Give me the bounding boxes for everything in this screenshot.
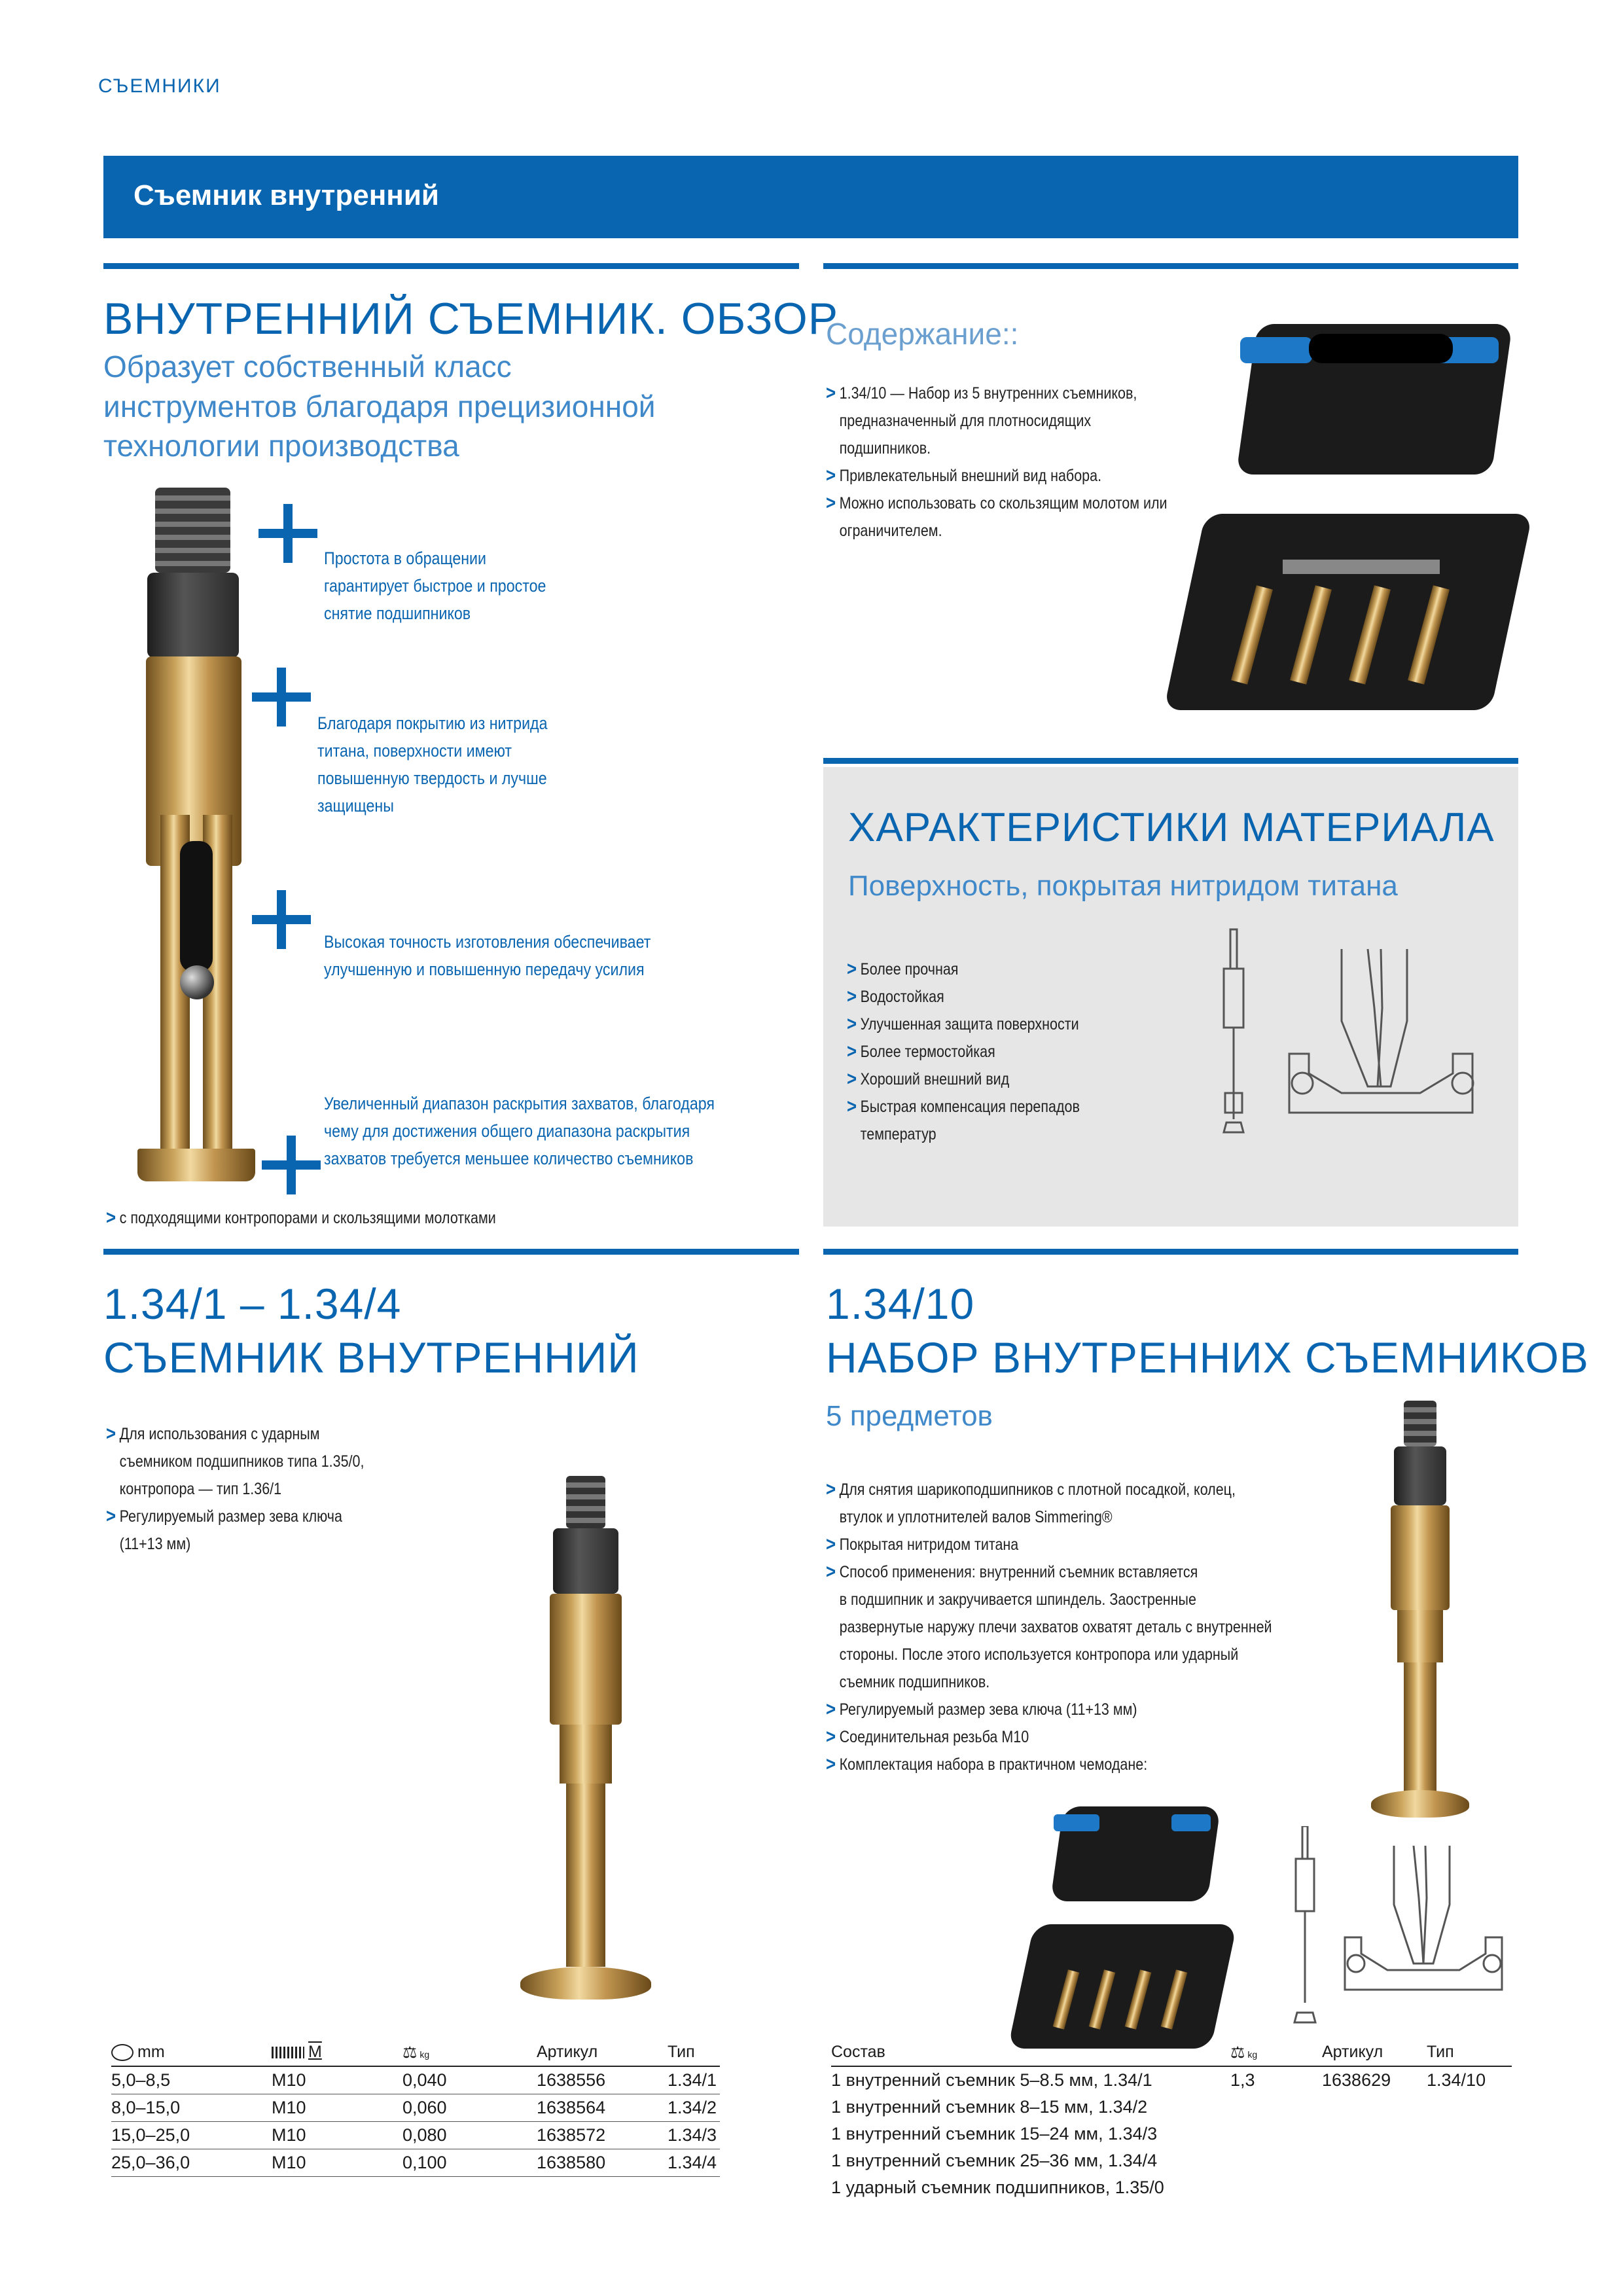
diameter-icon [111,2044,134,2061]
col-thread: M [272,2039,402,2066]
section-label: СЪЕМНИКИ [98,75,221,97]
callout-precision: Высокая точность изготовления обеспечивает улучшенную и повышенную передачу усилия [324,932,651,979]
diagram-small-illustration [1283,1826,1518,2036]
scale-icon: ⚖ [1230,2043,1245,2062]
product-left-image [520,1476,651,2006]
table-row: 1 внутренний съемник 8–15 мм, 1.34/2 [831,2097,1148,2117]
product-right-name: НАБОР ВНУТРЕННИХ СЪЕМНИКОВ [826,1333,1589,1382]
diagram-illustration [1211,923,1499,1145]
product-right-list: > Для снятия шарикоподшипников с плотной посадкой, колец, втулок и уплотнителей валов Simmering® > Покрытая нитридом титана > Способ применения: внутренний съемник вставляется в подшипник и закручивается шпиндель. Заостренные развернутые наружу плечи захватов охватят деталь с внутренней стороны. После этого используется контропора или ударный съемник подшипников. > Регулируемый размер зева ключа (11+13 мм) > Соединительная резьба М10 > Комплектация набора в практичном чемодане: [826,1476,1272,1778]
table-left [111,2039,720,2177]
overview-title: ВНУТРЕННИЙ СЪЕМНИК. ОБЗОР [103,294,839,344]
col-article: Артикул [1322,2039,1427,2066]
product-left-name: СЪЕМНИК ВНУТРЕННИЙ [103,1333,639,1382]
product-left-code: 1.34/1 – 1.34/4 [103,1280,402,1328]
table-row: 15,0–25,0 M10 0,080 1638572 1.34/3 [111,2122,720,2149]
case-illustration [1185,324,1512,730]
col-composition: Состав [831,2039,1230,2066]
rule-overview [103,263,799,269]
overview-subtitle: Образует собственный класс инструментов благодаря прецизионной технологии производства [103,350,656,463]
col-diameter: mm [111,2039,272,2066]
material-title: ХАРАКТЕРИСТИКИ МАТЕРИАЛА [848,805,1495,850]
table-row: 5,0–8,5 M10 0,040 1638556 1.34/1 [111,2066,720,2094]
plus-icon [262,1136,321,1194]
callout-handling: Простота в обращении гарантирует быстрое и простое снятие подшипников [324,548,546,623]
col-type: Тип [1427,2039,1512,2066]
material-subtitle: Поверхность, покрытая нитридом титана [848,870,1398,902]
thread-icon [272,2047,304,2058]
col-weight: ⚖ kg [1230,2039,1322,2066]
table-row: 8,0–15,0 M10 0,060 1638564 1.34/2 [111,2094,720,2122]
plus-icon [259,504,317,563]
col-article: Артикул [537,2039,668,2066]
rule-product-right [823,1249,1518,1255]
overview-footnote: > с подходящими контропорами и скользящими молотками [106,1204,496,1232]
case-small-illustration [1021,1806,1230,2055]
product-right-image [1371,1401,1469,1820]
table-row: 25,0–36,0 M10 0,100 1638580 1.34/4 [111,2149,720,2177]
col-type: Тип [668,2039,720,2066]
table-row: 1 внутренний съемник 15–24 мм, 1.34/3 [831,2124,1158,2144]
plus-icon [252,668,311,726]
contents-title: Содержание:: [826,317,1019,351]
banner-title: Съемник внутренний [134,179,439,211]
rule-product-left [103,1249,799,1255]
plus-icon [252,890,311,949]
tool-illustration [147,488,245,1188]
table-row: 1 ударный съемник подшипников, 1.35/0 [831,2178,1164,2197]
product-left-list: > Для использования с ударным съемником подшипников типа 1.35/0, контропора — тип 1.36/1 > Регулируемый размер зева ключа (11+13 мм) [106,1420,364,1558]
table-right [831,2039,1512,2201]
col-weight: ⚖ kg [402,2039,537,2066]
product-right-subtitle: 5 предметов [826,1400,993,1432]
rule-contents [823,263,1518,269]
rule-material [823,758,1518,764]
callout-range: Увеличенный диапазон раскрытия захватов, благодаря чему для достижения общего диапазона раскрытия захватов требуется меньшее количество съемников [324,1094,715,1168]
table-row: 1 внутренний съемник 5–8.5 мм, 1.34/1 1,3 1638629 1.34/10 [831,2070,1486,2090]
contents-list: > 1.34/10 — Набор из 5 внутренних съемников, предназначенный для плотносидящих подшипников. > Привлекательный внешний вид набора. > Можно использовать со скользящим молотом или ограничителем. [826,380,1168,545]
product-right-code: 1.34/10 [826,1280,975,1328]
callout-coating: Благодаря покрытию из нитрида титана, поверхности имеют повышенную твердость и лучше защищены [317,713,548,816]
scale-icon: ⚖ [402,2043,418,2062]
table-row: 1 внутренний съемник 25–36 мм, 1.34/4 [831,2151,1158,2170]
material-list: > Более прочная > Водостойкая > Улучшенная защита поверхности > Более термостойкая > Хороший внешний вид > Быстрая компенсация перепадов температур [847,956,1080,1148]
title-banner [103,156,1518,238]
